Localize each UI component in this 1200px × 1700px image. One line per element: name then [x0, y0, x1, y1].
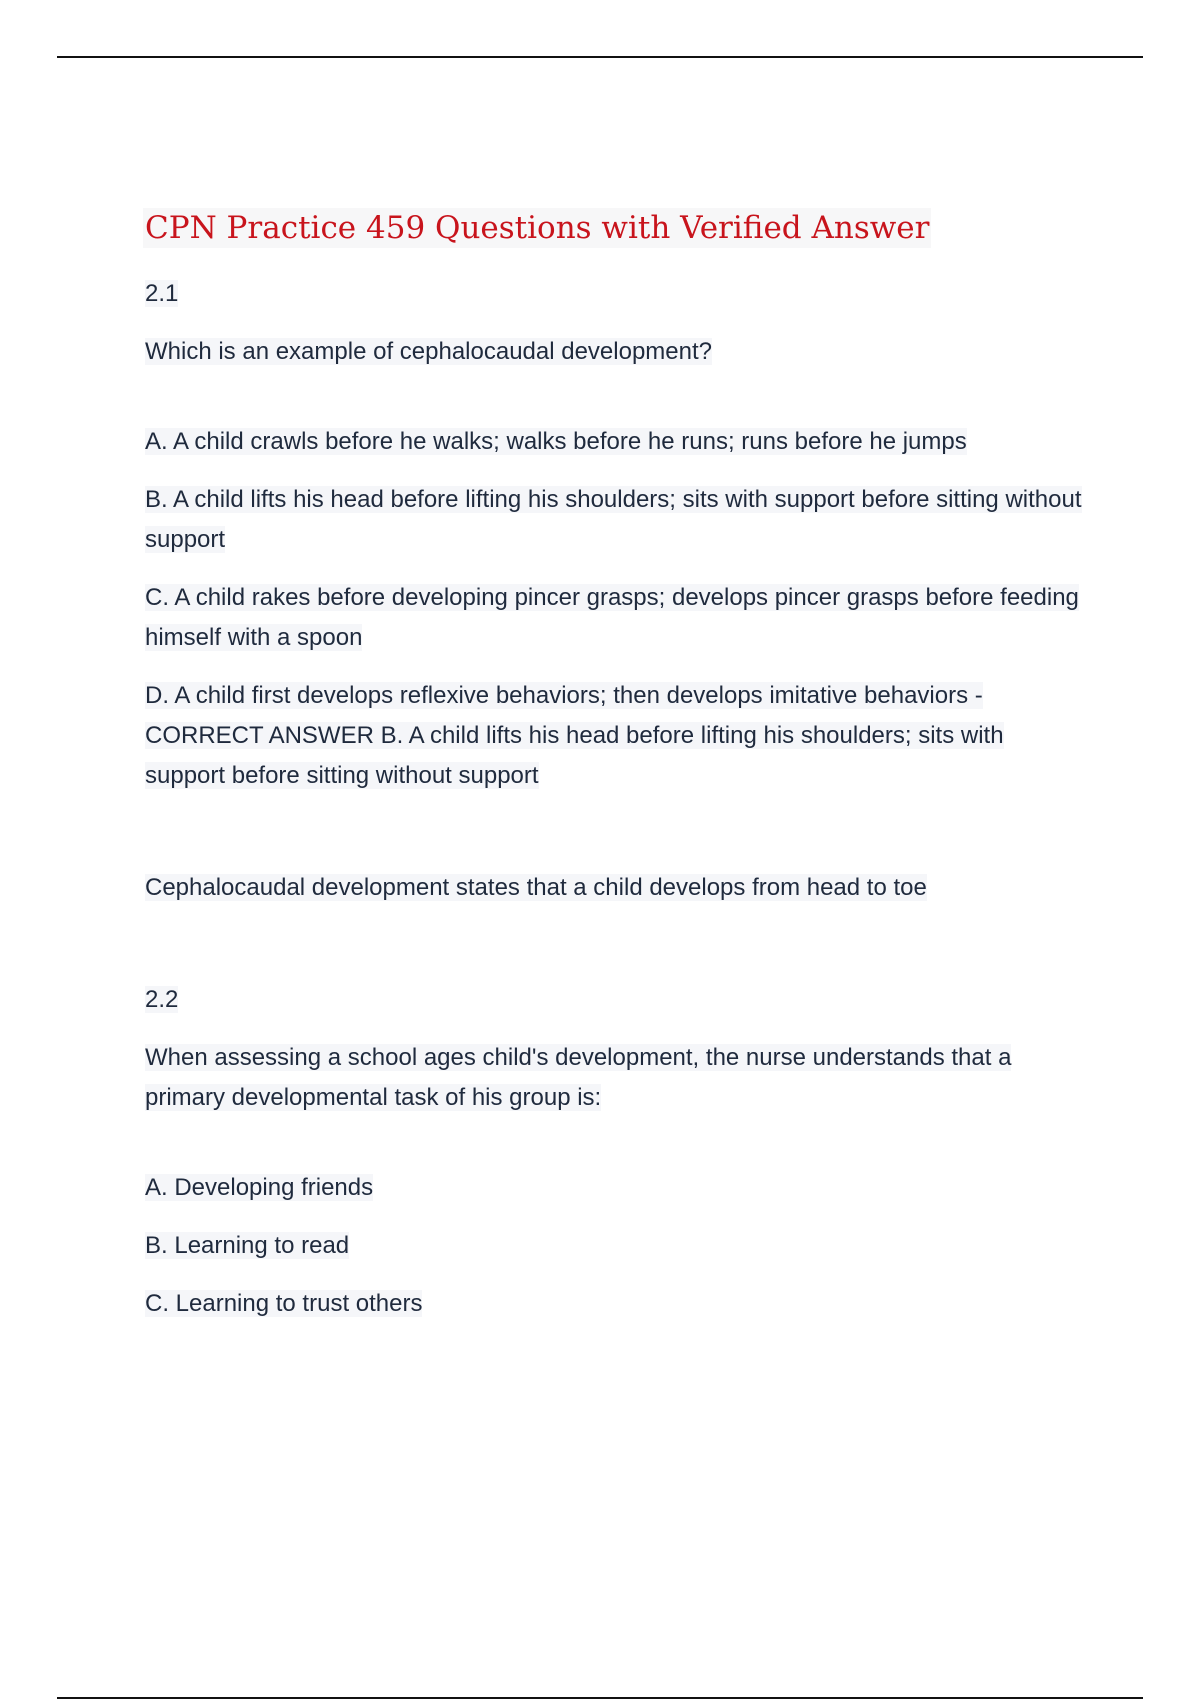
question-prompt: When assessing a school ages child's development, the nurse understands that a primary developmental task of his group is:	[145, 1044, 1012, 1111]
document-body	[145, 208, 1085, 1342]
answer-explanation: Cephalocaudal development states that a child develops from head to toe	[145, 874, 927, 901]
bottom-rule	[57, 1697, 1143, 1699]
question-number: 2.2	[145, 986, 179, 1013]
answer-option: A. A child crawls before he walks; walks before he runs; runs before he jumps	[145, 428, 967, 455]
top-rule	[57, 56, 1143, 58]
answer-option: B. A child lifts his head before lifting his shoulders; sits with support before sitting without support	[145, 486, 1082, 553]
answer-option: A. Developing friends	[145, 1174, 374, 1201]
question-prompt: Which is an example of cephalocaudal development?	[145, 338, 713, 365]
answer-option: C. A child rakes before developing pincer grasps; develops pincer grasps before feeding himself with a spoon	[145, 584, 1079, 651]
answer-option: C. Learning to trust others	[145, 1290, 423, 1317]
answer-option: D. A child first develops reflexive behaviors; then develops imitative behaviors - CORRECT ANSWER B. A child lifts his head before lifting his shoulders; sits with support before sitting without support	[145, 682, 1004, 789]
question-number: 2.1	[145, 280, 179, 307]
answer-option: B. Learning to read	[145, 1232, 350, 1259]
document-title: CPN Practice 459 Questions with Verified Answer	[145, 210, 930, 246]
